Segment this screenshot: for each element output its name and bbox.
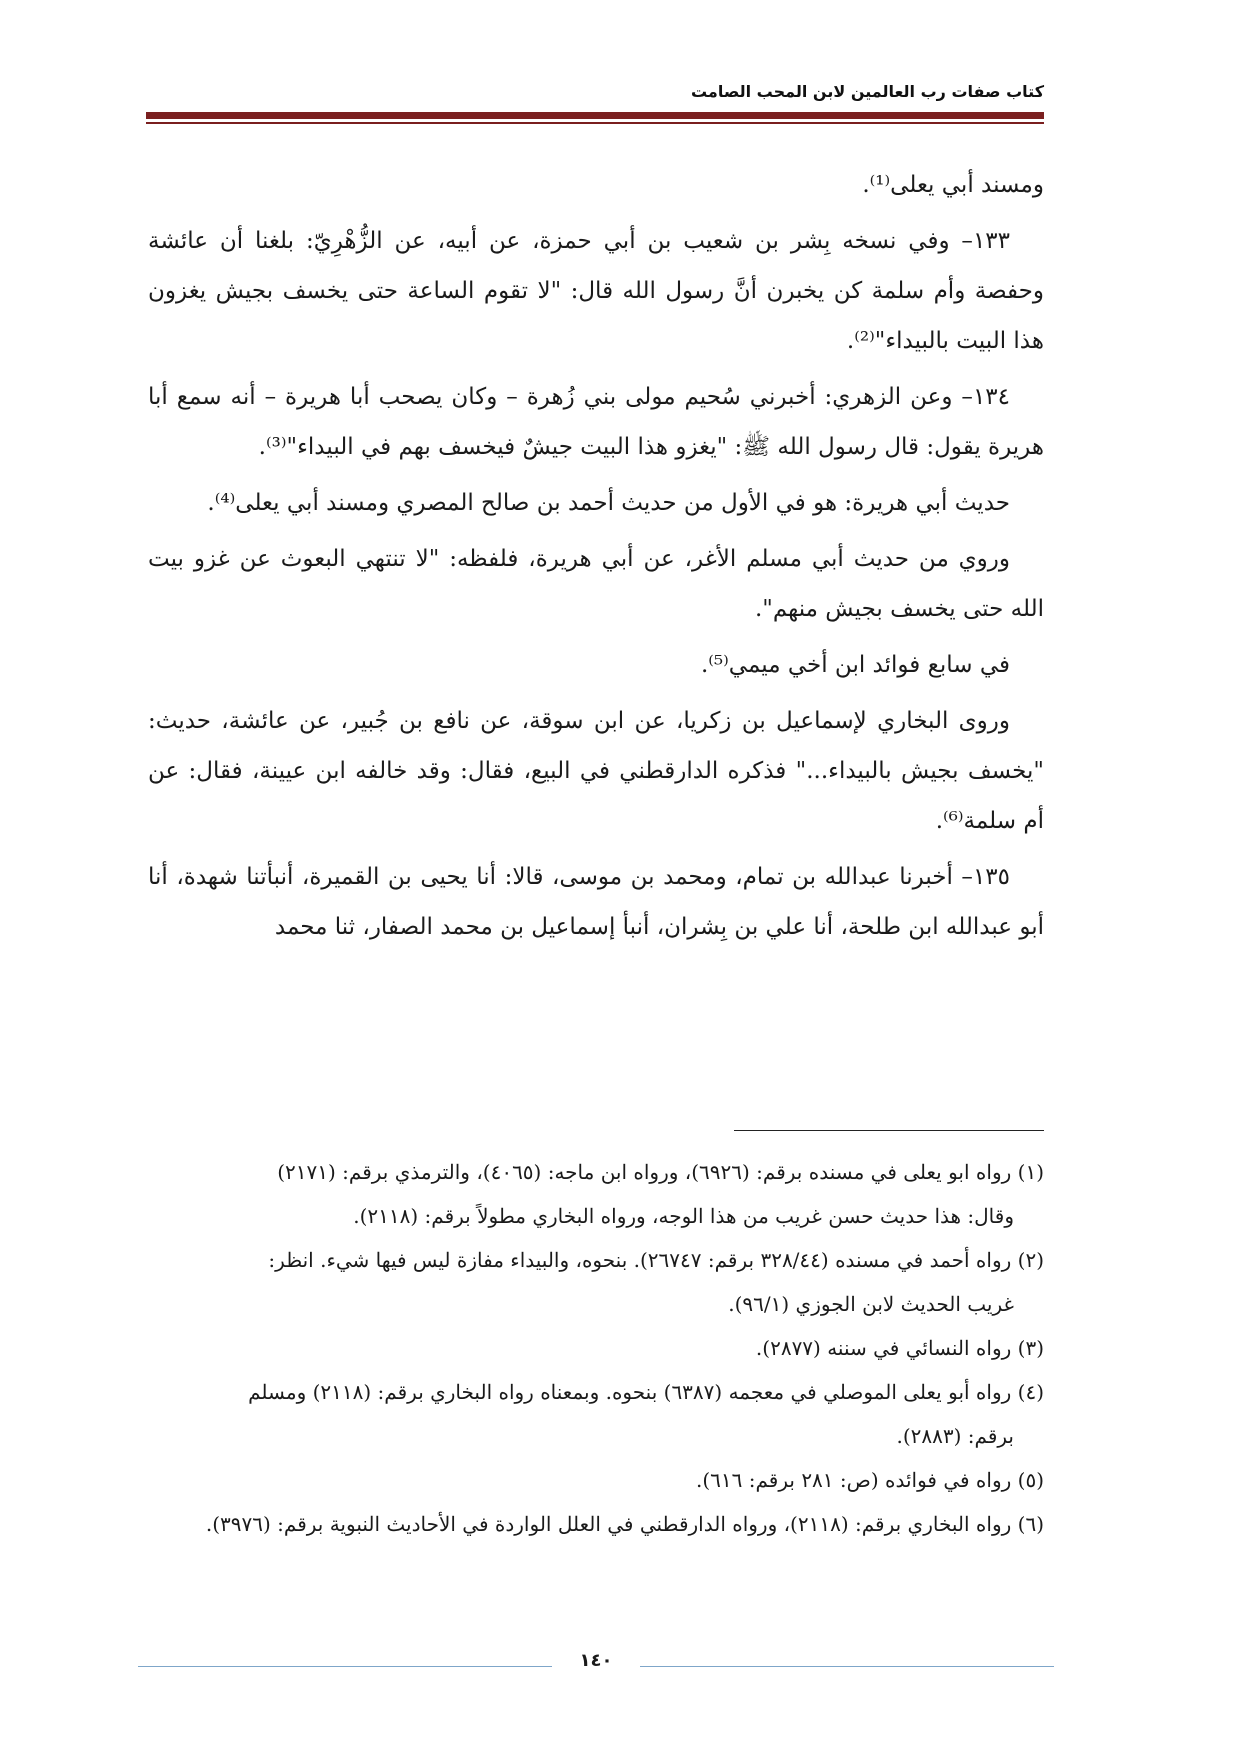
paragraph: ومسند أبي يعلى⁽¹⁾. <box>862 172 1044 198</box>
footnote-1: (١) رواه ابو يعلى في مسنده برقم: (٦٩٢٦)، ورواه ابن ماجه: (٤٠٦٥)، والترمذي برقم: (٢١٧١) <box>277 1160 1044 1184</box>
paragraph-134: ١٣٤– وعن الزهري: أخبرني سُحيم مولى بني زُهرة – وكان يصحب أبا هريرة – أنه سمع أبا هريرة يقول: قال رسول الله ﷺ: "يغزو هذا البيت جيشٌ فيخسف بهم في البيداء"⁽³⁾. <box>148 384 1044 460</box>
footnote-1-continuation: وقال: هذا حديث حسن غريب من هذا الوجه، ورواه البخاري مطولاً برقم: (٢١١٨). <box>353 1204 1014 1228</box>
footnote-2-continuation: غريب الحديث لابن الجوزي (٩٦/١). <box>728 1292 1014 1316</box>
paragraph: في سابع فوائد ابن أخي ميمي⁽⁵⁾. <box>700 652 1010 678</box>
paragraph: وروي من حديث أبي مسلم الأغر، عن أبي هريرة، فلفظه: "لا تنتهي البعوث عن غزو بيت الله حتى يخسف بجيش منهم". <box>148 546 1044 622</box>
main-text <box>148 160 1044 958</box>
footnote-2: (٢) رواه أحمد في مسنده (٣٢٨/٤٤ برقم: ٢٦٧٤٧). بنحوه، والبيداء مفازة ليس فيها شيء. انظر: <box>268 1248 1044 1272</box>
header-rule-thin <box>146 122 1044 124</box>
paragraph: حديث أبي هريرة: هو في الأول من حديث أحمد بن صالح المصري ومسند أبي يعلى⁽⁴⁾. <box>207 490 1010 516</box>
footnote-5: (٥) رواه في فوائده (ص: ٢٨١ برقم: ٦١٦). <box>695 1468 1044 1492</box>
paragraph-135: ١٣٥– أخبرنا عبدالله بن تمام، ومحمد بن موسى، قالا: أنا يحيى بن القميرة، أنبأتنا شهدة، أنا أبو عبدالله ابن طلحة، أنا علي بن بِشران، أنبأ إسماعيل بن محمد الصفار، ثنا محمد <box>148 864 1044 940</box>
header-rule-thick <box>146 112 1044 119</box>
footnote-4-continuation: برقم: (٢٨٨٣). <box>896 1424 1014 1448</box>
footnote-6: (٦) رواه البخاري برقم: (٢١١٨)، ورواه الدارقطني في العلل الواردة في الأحاديث النبوية برقم: (٣٩٧٦). <box>205 1512 1044 1536</box>
footer-rule-left <box>138 1666 552 1667</box>
paragraph-133: ١٣٣– وفي نسخه بِشر بن شعيب بن أبي حمزة، عن أبيه، عن الزُّهْرِيّ: بلغنا أن عائشة وحفصة وأم سلمة كن يخبرن أنَّ رسول الله قال: "لا تقوم الساعة حتى يخسف بجيش يغزون هذا البيت بالبيداء"⁽²⁾. <box>148 228 1044 354</box>
footnote-3: (٣) رواه النسائي في سننه (٢٨٧٧). <box>755 1336 1044 1360</box>
footnote-4: (٤) رواه أبو يعلى الموصلي في معجمه (٦٣٨٧) بنحوه. وبمعناه رواه البخاري برقم: (٢١١٨) ومسلم <box>248 1380 1044 1404</box>
page-number: ١٤٠ <box>579 1650 613 1671</box>
footnotes <box>148 1150 1044 1546</box>
paragraph: وروى البخاري لإسماعيل بن زكريا، عن ابن سوقة، عن نافع بن جُبير، عن عائشة، حديث: "يخسف بجيش بالبيداء..." فذكره الدارقطني في البيع، فقال: وقد خالفه ابن عيينة، فقال: عن أم سلمة⁽⁶⁾. <box>148 708 1044 834</box>
footer-rule-right <box>640 1666 1054 1667</box>
footnote-separator <box>734 1130 1044 1131</box>
running-header-title: كتاب صفات رب العالمين لابن المحب الصامت <box>690 82 1044 101</box>
